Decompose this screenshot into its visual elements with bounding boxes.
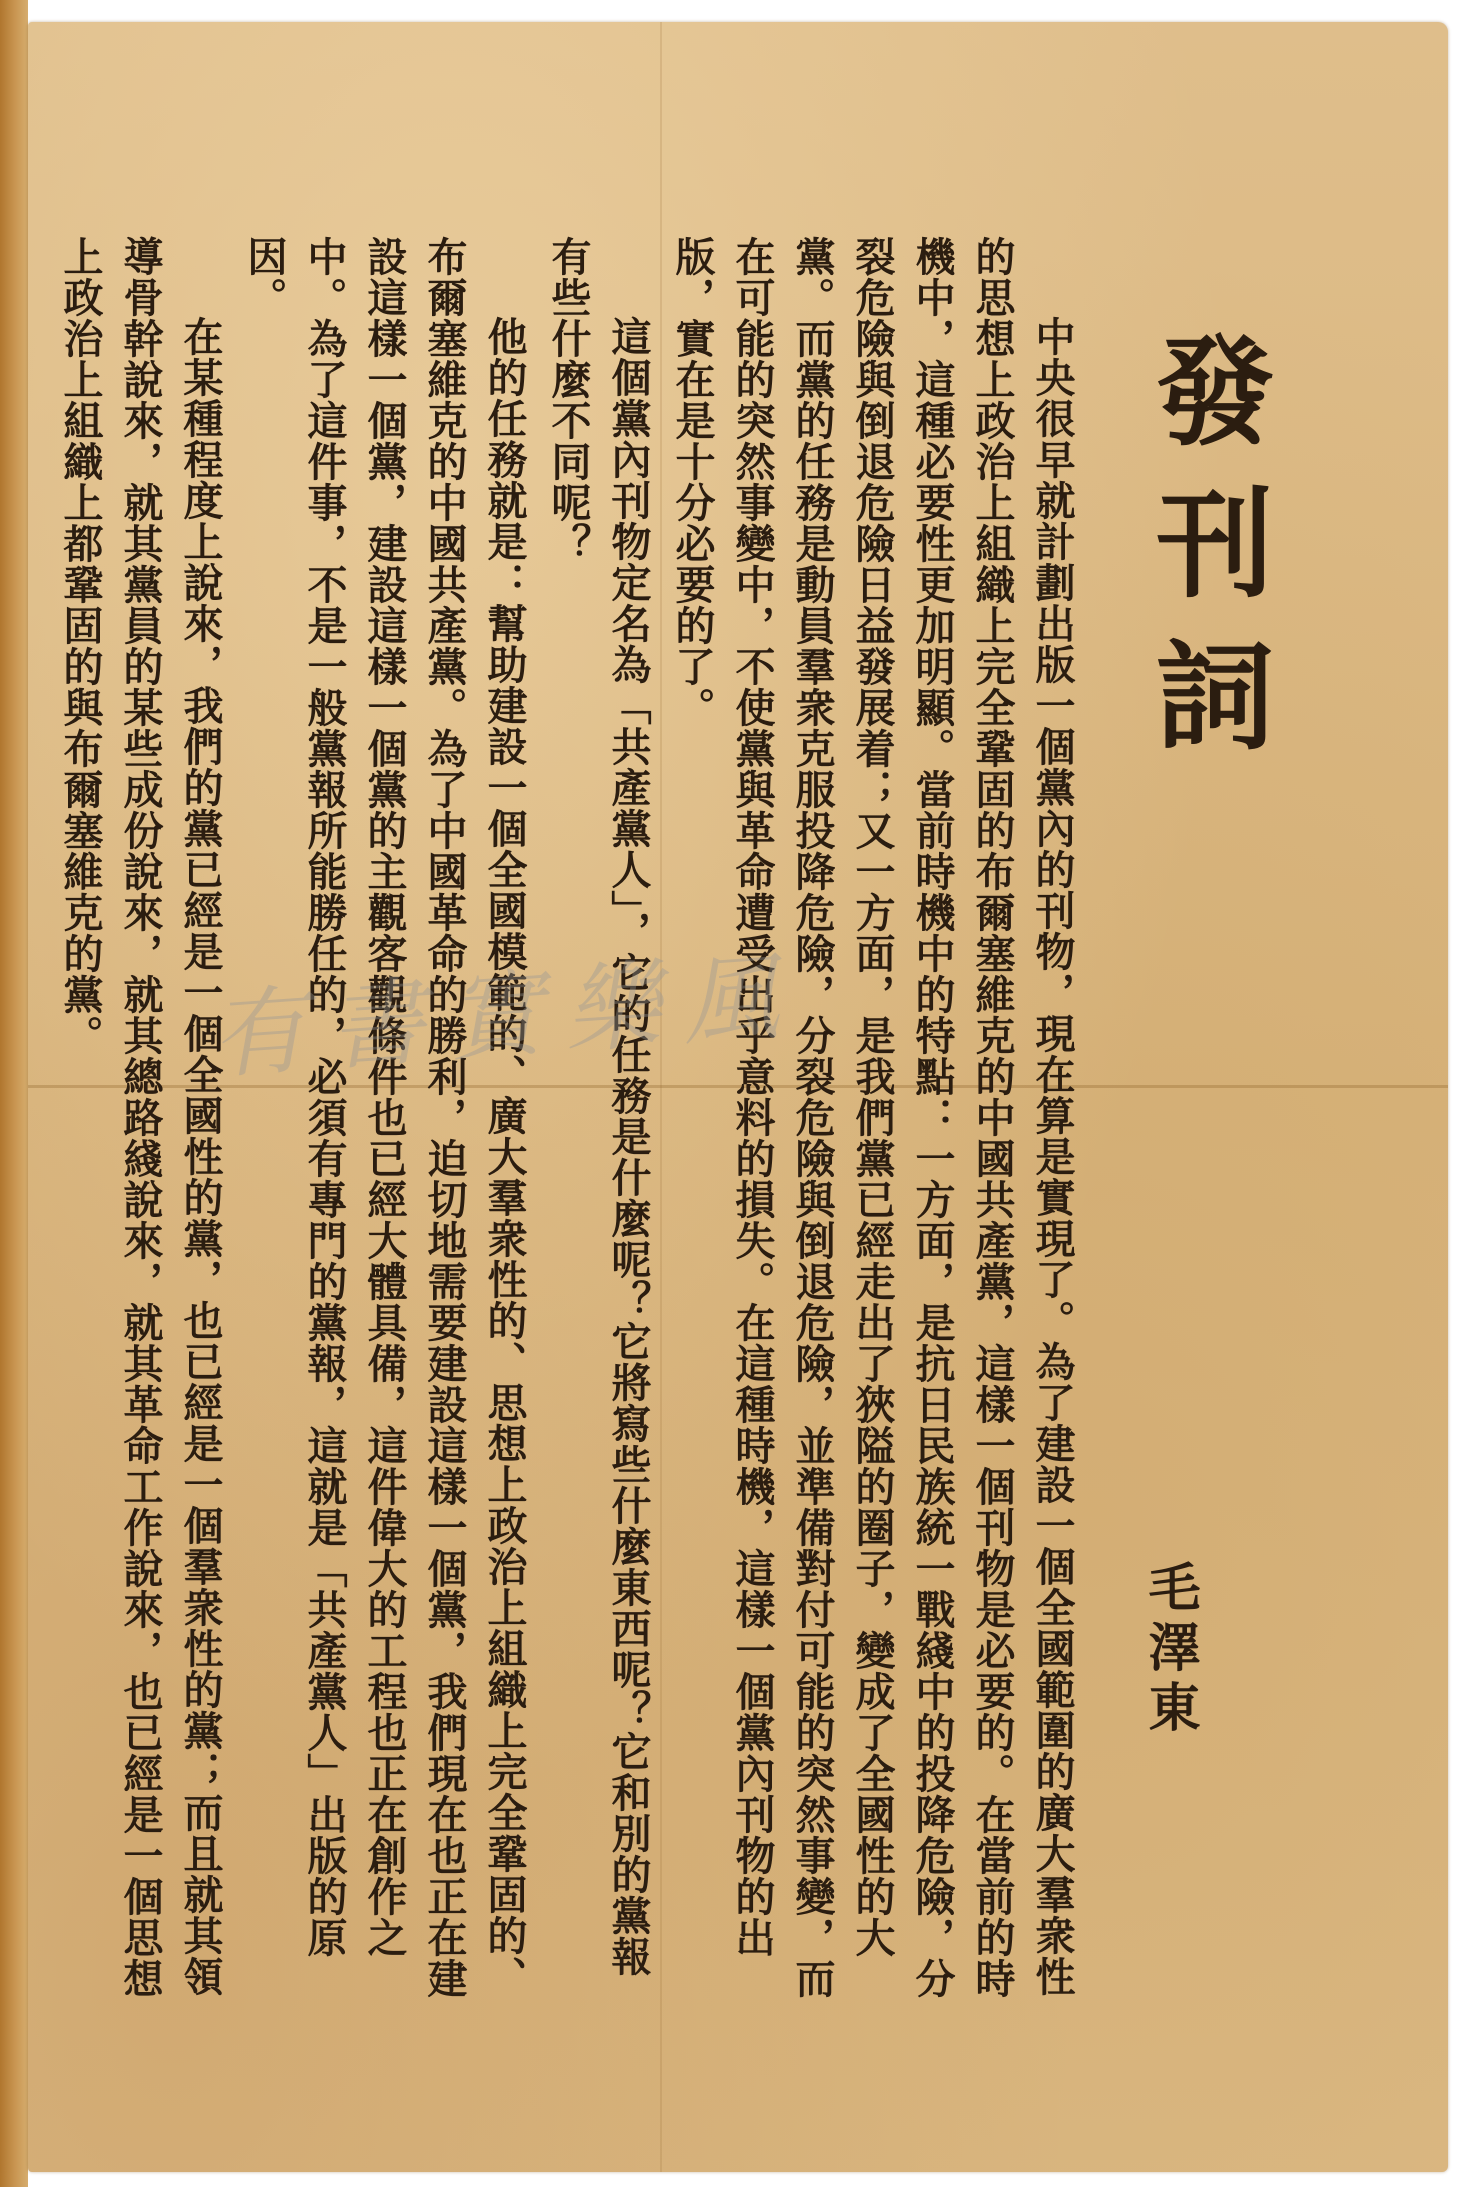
archive-watermark: 有書實樂風 — [207, 939, 804, 1093]
paragraph-2: 這個黨內刊物定名為「共產黨人」，它的任務是什麼呢？它將寫些什麼東西呢？它和別的黨報有些什麼不同呢？ — [545, 236, 652, 1977]
body-text — [50, 236, 1082, 2016]
paragraph-3: 他的任務就是：幫助建設一個全國模範的、廣大羣衆性的、思想上政治上組織上完全鞏固的、布爾塞維克的中國共產黨。為了中國革命的勝利，迫切地需要建設這樣一個黨，我們現在也正在建設這樣一個黨，建設這樣一個黨的主觀客觀條件也已經大體具備，這件偉大的工程也正在創作之中。為了這件事，不是一般黨報所能勝任的，必須有專門的黨報，這就是「共產黨人」出版的原因。 — [241, 236, 528, 1999]
author-name: 毛澤東 — [1139, 1560, 1200, 1740]
paragraph-4: 在某種程度上說來，我們的黨已經是一個全國性的黨，也已經是一個羣衆性的黨；而且就其領導骨幹說來，就其黨員的某些成份說來，就其總路綫說來，就其革命工作說來，也已經是一個思想上政治上組織上都鞏固的與布爾塞維克的黨。 — [57, 236, 224, 1999]
binding-edge — [0, 0, 28, 2187]
paragraph-1: 中央很早就計劃出版一個黨內的刊物，現在算是實現了。為了建設一個全國範圍的廣大羣衆性的思想上政治上組織上完全鞏固的布爾塞維克的中國共產黨，這樣一個刊物是必要的。在當前的時機中，這種必要性更加明顯。當前時機中的特點：一方面，是抗日民族統一戰綫中的投降危險，分裂危險與倒退危險日益發展着；又一方面，是我們黨已經走出了狹隘的圈子，變成了全國性的大黨。而黨的任務是動員羣衆克服投降危險，分裂危險與倒退危險，並準備對付可能的突然事變，而在可能的突然事變中，不使黨與革命遭受出乎意料的損失。在這種時機，這樣一個黨內刊物的出版，實在是十分必要的了。 — [669, 236, 1076, 1999]
page-title: 發刊詞 — [1136, 330, 1275, 786]
